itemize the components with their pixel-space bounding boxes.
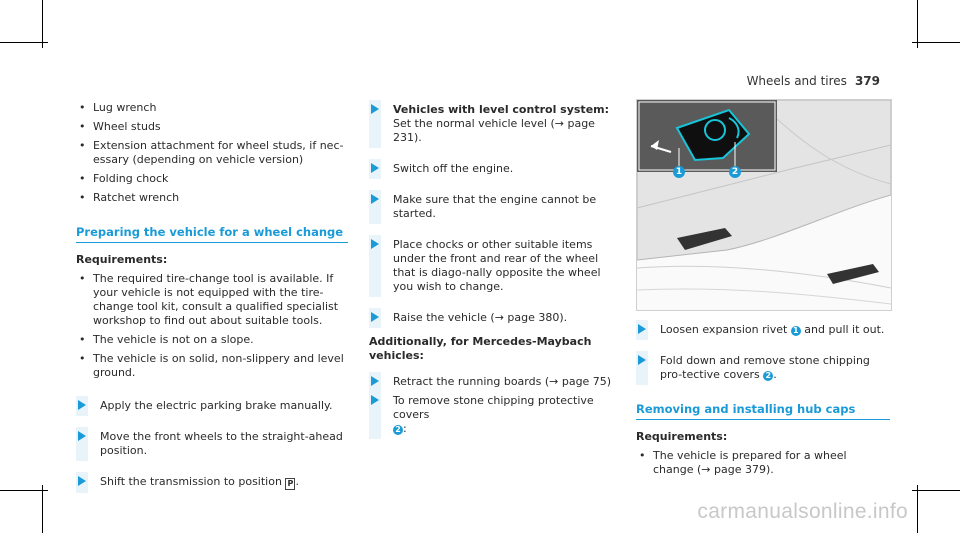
- step-item: [636, 323, 890, 337]
- step-text-end: .: [773, 368, 777, 381]
- step-text: Apply the electric parking brake manually.: [100, 399, 333, 412]
- step-item: [76, 430, 348, 458]
- crop-mark: [912, 42, 960, 43]
- tool-list: [76, 101, 348, 205]
- illustration-svg: [637, 100, 891, 310]
- step-text: Move the front wheels to the straight-ahead position.: [100, 430, 343, 457]
- list-item: • The vehicle is on solid, non-slippery and level ground.: [76, 352, 348, 380]
- step-text: Switch off the engine.: [393, 162, 514, 175]
- step-arrow-icon: [638, 355, 646, 365]
- step-item: [369, 375, 621, 389]
- requirements-list: [636, 449, 890, 477]
- step-text: Retract the running boards (→ page 75): [393, 375, 612, 388]
- step-arrow-icon: [371, 104, 379, 114]
- crop-mark: [912, 490, 960, 491]
- crop-mark: [0, 490, 48, 491]
- requirements-label: Requirements:: [76, 253, 168, 266]
- crop-mark: [917, 0, 918, 48]
- watermark: carmanualsonline.info: [697, 500, 908, 523]
- list-item: • Extension attachment for wheel studs, if nec-essary (depending on vehicle version): [76, 139, 348, 167]
- step-arrow-icon: [78, 476, 86, 486]
- step-item: [636, 354, 890, 382]
- list-item: • The vehicle is prepared for a wheel change (→ page 379).: [636, 449, 890, 477]
- step-arrow-icon: [371, 312, 379, 322]
- column-2: [369, 103, 621, 453]
- step-item: [369, 394, 621, 436]
- column-1: [76, 101, 348, 507]
- list-item: • Folding chock: [76, 172, 348, 186]
- step-item: [369, 103, 621, 145]
- step-text-end: and pull it out.: [800, 323, 885, 336]
- section-title-preparing: Preparing the vehicle for a wheel change: [76, 225, 348, 243]
- callout-badge: 2: [763, 371, 773, 381]
- list-item: • Ratchet wrench: [76, 191, 348, 205]
- step-item: [76, 399, 348, 413]
- step-text-end: .: [295, 475, 299, 488]
- step-item: [369, 162, 621, 176]
- step-arrow-icon: [371, 239, 379, 249]
- figure-callout-2: 2: [729, 166, 741, 178]
- list-item: • Lug wrench: [76, 101, 348, 115]
- step-arrow-icon: [78, 400, 86, 410]
- step-arrow-icon: [371, 194, 379, 204]
- step-arrow-icon: [371, 163, 379, 173]
- step-item: [369, 193, 621, 221]
- callout-badge: 1: [791, 326, 801, 336]
- crop-mark: [0, 42, 48, 43]
- step-text: Place chocks or other suitable items under the front and rear of the wheel that is diago-nally opposite the wheel you wish to change.: [393, 238, 601, 293]
- list-item: • Wheel studs: [76, 120, 348, 134]
- figure-callout-1: 1: [673, 166, 685, 178]
- step-arrow-icon: [371, 376, 379, 386]
- step-item: [76, 475, 348, 490]
- column-3: [636, 323, 890, 482]
- step-text: Make sure that the engine cannot be started.: [393, 193, 597, 220]
- step-item: [369, 311, 621, 325]
- page-header: [747, 74, 880, 88]
- step-item: [369, 238, 621, 294]
- step-text: Fold down and remove stone chipping pro-tective covers: [660, 354, 870, 381]
- section-title-hub-caps: Removing and installing hub caps: [636, 402, 890, 420]
- step-arrow-icon: [371, 395, 379, 405]
- step-arrow-icon: [78, 431, 86, 441]
- step-text: To remove stone chipping protective covers: [393, 394, 594, 421]
- step-text: Shift the transmission to position: [100, 475, 282, 488]
- maybach-subheading: Additionally, for Mercedes-Maybach vehicles:: [369, 335, 592, 362]
- crop-mark: [917, 485, 918, 533]
- step-text: Loosen expansion rivet: [660, 323, 788, 336]
- requirements-list: [76, 272, 348, 380]
- step-arrow-icon: [638, 324, 646, 334]
- step-text: Raise the vehicle (→ page 380).: [393, 311, 568, 324]
- crop-mark: [42, 0, 43, 48]
- step-text: Set the normal vehicle level (→ page 231).: [393, 117, 595, 144]
- park-position-icon: P: [285, 478, 295, 490]
- illustration-running-board: [636, 99, 892, 311]
- step-text-end: :: [403, 422, 407, 435]
- step-bold-label: Vehicles with level control system:: [393, 103, 610, 116]
- requirements-label: Requirements:: [636, 430, 728, 443]
- callout-badge: 2: [393, 425, 403, 435]
- crop-mark: [42, 485, 43, 533]
- list-item: • The vehicle is not on a slope.: [76, 333, 348, 347]
- list-item: • The required tire-change tool is available. If your vehicle is not equipped with the tire-change tool kit, consult a qualified specialist workshop to find out about suitable tools.: [76, 272, 348, 328]
- header-section: Wheels and tires: [746, 74, 847, 88]
- page-number: 379: [854, 74, 880, 88]
